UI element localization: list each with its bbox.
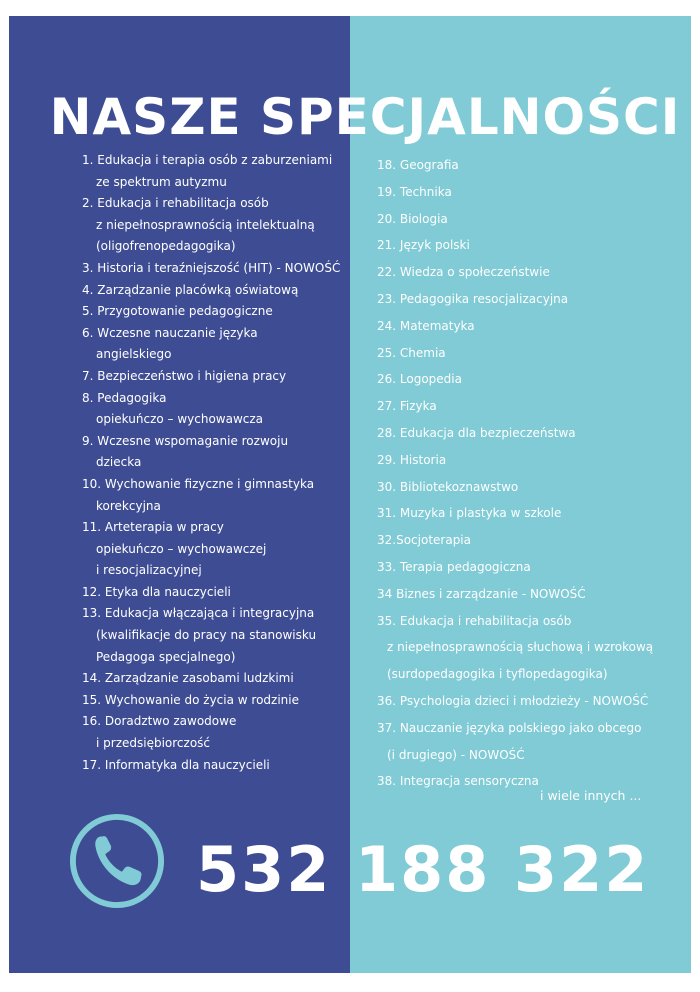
list-item-label: 34 Biznes i zarządzanie - NOWOŚĆ	[377, 586, 586, 601]
list-item	[377, 313, 682, 340]
list-item	[377, 286, 682, 313]
page-title: NASZE SPECJALNOŚCI	[49, 88, 681, 146]
list-item	[82, 690, 348, 712]
list-item	[82, 431, 348, 474]
list-item-label: 17. Informatyka dla nauczycieli	[82, 757, 270, 772]
list-item-label: 24. Matematyka	[377, 318, 475, 333]
list-item-label: 35. Edukacja i rehabilitacja osób	[377, 613, 572, 628]
list-item-continuation: opiekuńczo – wychowawcza	[96, 412, 264, 427]
list-item-continuation: dziecka	[96, 455, 142, 470]
list-item-label: 6. Wczesne nauczanie języka	[82, 325, 258, 340]
list-item-label: 9. Wczesne wspomaganie rozwoju	[82, 433, 289, 448]
list-item-label: 8. Pedagogika	[82, 390, 167, 405]
list-item-label: 26. Logopedia	[377, 372, 462, 387]
list-item	[82, 474, 348, 517]
list-item-label: 36. Psychologia dzieci i młodzieży - NOWOŚĆ	[377, 693, 649, 708]
list-item-label: 22. Wiedza o społeczeństwie	[377, 265, 550, 280]
list-item-label: 10. Wychowanie fizyczne i gimnastyka	[82, 476, 315, 491]
list-item-label: 31. Muzyka i plastyka w szkole	[377, 506, 562, 521]
list-item-label: 37. Nauczanie języka polskiego jako obcego	[377, 720, 642, 735]
list-item	[377, 474, 682, 501]
list-item	[377, 152, 682, 179]
list-item-label: 28. Edukacja dla bezpieczeństwa	[377, 425, 576, 440]
list-item	[82, 388, 348, 431]
list-item	[377, 554, 682, 581]
list-item	[377, 581, 682, 608]
list-item	[377, 688, 682, 715]
list-item-label: 7. Bezpieczeństwo i higiena pracy	[82, 368, 287, 383]
list-item-label: 29. Historia	[377, 452, 447, 467]
specialties-list-right	[377, 152, 682, 795]
phone-number: 532 188 322	[196, 833, 650, 906]
list-item-continuation: (i drugiego) - NOWOŚĆ	[387, 747, 525, 762]
list-item	[377, 608, 682, 688]
list-item	[377, 527, 682, 554]
list-item	[377, 340, 682, 367]
list-item-continuation: ze spektrum autyzmu	[96, 174, 227, 189]
list-item	[377, 179, 682, 206]
list-item-label: 18. Geografia	[377, 158, 459, 172]
more-text: i wiele innych ...	[540, 788, 642, 803]
list-item-label: 3. Historia i teraźniejszość (HIT) - NOWOŚĆ	[82, 260, 341, 275]
list-item	[82, 668, 348, 690]
list-item-continuation: opiekuńczo – wychowawczej	[96, 541, 267, 556]
list-item-label: 13. Edukacja włączająca i integracyjna	[82, 606, 315, 621]
list-item-label: 4. Zarządzanie placówką oświatową	[82, 282, 299, 297]
list-item-label: 27. Fizyka	[377, 399, 437, 414]
list-item-label: 30. Bibliotekoznawstwo	[377, 479, 519, 494]
list-item	[82, 755, 348, 777]
list-item-label: 16. Doradztwo zawodowe	[82, 714, 237, 729]
list-item-continuation: i resocjalizacyjnej	[96, 563, 202, 578]
list-item-label: 12. Etyka dla nauczycieli	[82, 584, 231, 599]
list-item	[377, 232, 682, 259]
list-item	[377, 715, 682, 769]
list-item-continuation: Pedagoga specjalnego)	[96, 649, 236, 664]
list-item-label: 19. Technika	[377, 184, 452, 199]
list-item	[82, 280, 348, 302]
list-item	[82, 258, 348, 280]
list-item	[82, 582, 348, 604]
specialties-list-left	[82, 150, 348, 776]
list-item	[377, 447, 682, 474]
list-item-label: 11. Arteterapia w pracy	[82, 520, 224, 535]
list-item	[377, 420, 682, 447]
list-item-continuation: z niepełnosprawnością intelektualną	[96, 217, 315, 232]
list-item-label: 5. Przygotowanie pedagogiczne	[82, 304, 273, 319]
list-item-label: 32.Socjoterapia	[377, 533, 471, 548]
list-item-continuation: korekcyjna	[96, 498, 161, 513]
list-item-label: 20. Biologia	[377, 211, 448, 226]
list-item	[82, 193, 348, 258]
phone-icon	[68, 812, 166, 910]
list-item	[82, 366, 348, 388]
list-item	[82, 711, 348, 754]
list-item-label: 14. Zarządzanie zasobami ludzkimi	[82, 671, 294, 686]
list-item-continuation: angielskiego	[96, 347, 172, 362]
list-item	[377, 393, 682, 420]
list-item-label: 23. Pedagogika resocjalizacyjna	[377, 291, 569, 306]
list-item-label: 21. Język polski	[377, 238, 470, 253]
list-item-continuation: i przedsiębiorczość	[96, 736, 211, 751]
list-item-label: 25. Chemia	[377, 345, 446, 360]
list-item-continuation: (surdopedagogika i tyflopedagogika)	[387, 667, 608, 682]
list-item-label: 33. Terapia pedagogiczna	[377, 559, 531, 574]
list-item-continuation: (oligofrenopedagogika)	[96, 239, 236, 254]
list-item	[82, 603, 348, 668]
list-item	[377, 366, 682, 393]
list-item	[82, 150, 348, 193]
list-item-continuation: (kwalifikacje do pracy na stanowisku	[96, 628, 317, 643]
list-item-label: 15. Wychowanie do życia w rodzinie	[82, 692, 299, 707]
list-item-label: 1. Edukacja i terapia osób z zaburzeniami	[82, 153, 333, 167]
list-item-label: 2. Edukacja i rehabilitacja osób	[82, 196, 269, 211]
list-item	[377, 500, 682, 527]
list-item	[377, 206, 682, 233]
list-item	[82, 517, 348, 582]
list-item	[82, 323, 348, 366]
list-item	[377, 259, 682, 286]
list-item-continuation: z niepełnosprawnością słuchową i wzrokową	[387, 640, 654, 655]
list-item	[82, 301, 348, 323]
list-item-label: 38. Integracja sensoryczna	[377, 774, 539, 789]
